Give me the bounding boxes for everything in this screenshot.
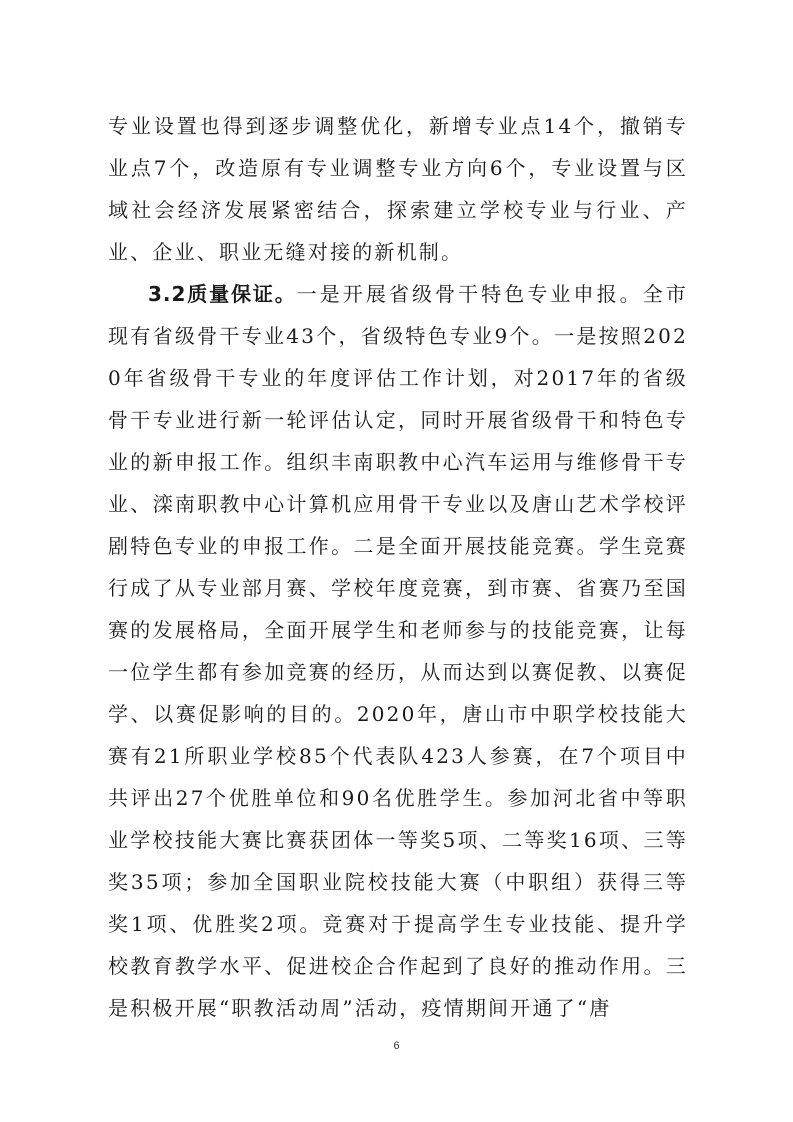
page-number: 6 <box>393 1040 400 1052</box>
section-heading: 3.2质量保证。 <box>148 282 297 306</box>
paragraph-2 <box>108 273 688 1029</box>
paragraph-1-text: 专业设置也得到逐步调整优化，新增专业点14个，撤销专业点7个，改造原有专业调整专业方向6个，专业设置与区域社会经济发展紧密结合，探索建立学校专业与行业、产业、企业、职业无缝对接的新机制。 <box>108 114 688 264</box>
paragraph-2-text: 一是开展省级骨干特色专业申报。全市现有省级骨干专业43个，省级特色专业9个。一是按照2020年省级骨干专业的年度评估工作计划，对2017年的省级骨干专业进行新一轮评估认定，同时开展省级骨干和特色专业的新申报工作。组织丰南职教中心汽车运用与维修骨干专业、滦南职教中心计算机应用骨干专业以及唐山艺术学校评剧特色专业的申报工作。二是全面开展技能竞赛。学生竞赛行成了从专业部月赛、学校年度竞赛，到市赛、省赛乃至国赛的发展格局，全面开展学生和老师参与的技能竞赛，让每一位学生都有参加竞赛的经历，从而达到以赛促教、以赛促学、以赛促影响的目的。2020年，唐山市中职学校技能大赛有21所职业学校85个代表队423人参赛，在7个项目中共评出27个优胜单位和90名优胜学生。参加河北省中等职业学校技能大赛比赛获团体一等奖5项、二等奖16项、三等奖35项；参加全国职业院校技能大赛（中职组）获得三等奖1项、优胜奖2项。竞赛对于提高学生专业技能、提升学校教育教学水平、促进校企合作起到了良好的推动作用。三是积极开展“职教活动周”活动，疫情期间开通了“唐 <box>108 282 688 1020</box>
document-body <box>108 105 688 1029</box>
paragraph-1 <box>108 105 688 273</box>
